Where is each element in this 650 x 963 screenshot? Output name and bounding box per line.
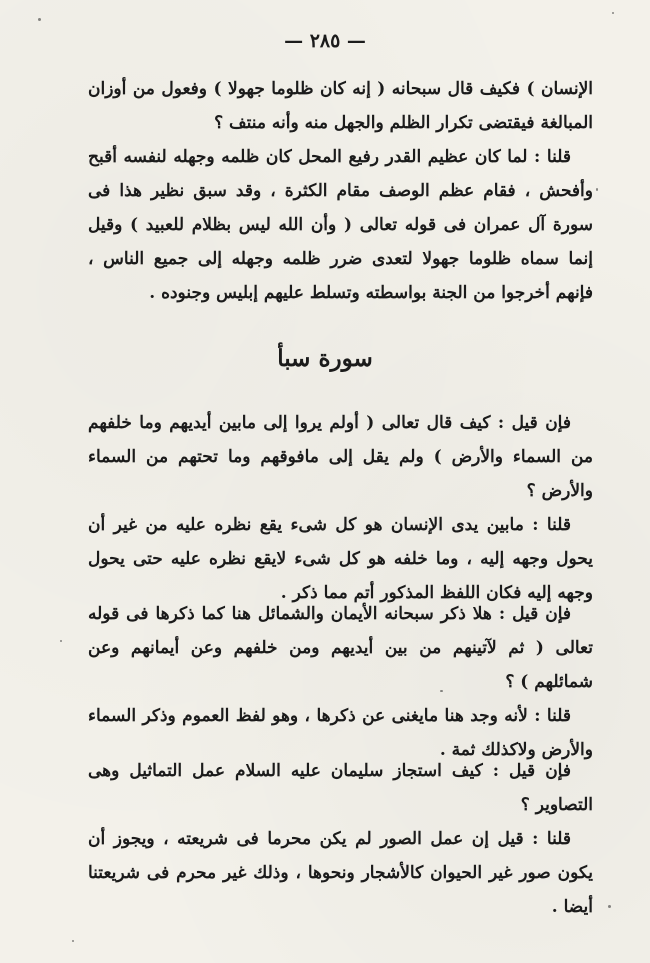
question-paragraph: فإن قيل : هلا ذكر سبحانه الأيمان والشمائل هنا كما ذكرها فى قوله تعالى ( ثم لآتينهم من بين أيديهم ومن خلفهم وعن أيمانهم وعن شمائلهم ) ؟	[88, 604, 593, 692]
scan-speck	[72, 940, 74, 942]
qa-block-1	[88, 406, 593, 610]
paragraph-question-continuation: الإنسان ) فكيف قال سبحانه ( إنه كان ظلوما جهولا ) وفعول من أوزان المبالغة فيقتضى تكرار الظلم والجهل منه وأنه منتف ؟	[88, 79, 593, 133]
scan-speck	[596, 188, 598, 191]
question-paragraph: فإن قيل : كيف استجاز سليمان عليه السلام عمل التماثيل وهى التصاوير ؟	[88, 761, 593, 815]
qa-block-3	[88, 754, 593, 924]
scan-speck	[608, 905, 611, 908]
paragraph-answer: قلنا : لما كان عظيم القدر رفيع المحل كان ظلمه وجهله لنفسه أقبح وأفحش ، فقام عظم الوصف مقام الكثرة ، وقد سبق نظير هذا فى سورة آل عمران فى قوله تعالى ( وأن الله ليس بظلام للعبيد ) وقيل إنما سماه ظلوما جهولا لتعدى ضرر ظلمه وجهله إلى جميع الناس ، فإنهم أخرجوا من الجنة بواسطته وتسلط عليهم إبليس وجنوده .	[88, 147, 593, 303]
question-paragraph: فإن قيل : كيف قال تعالى ( أولم يروا إلى مابين أيديهم وما خلفهم من السماء والأرض ) ولم يقل إلى مافوقهم وما تحتهم من السماء والأرض ؟	[88, 413, 593, 501]
scan-speck	[60, 640, 62, 642]
scan-speck	[612, 12, 614, 14]
answer-paragraph: قلنا : مابين يدى الإنسان هو كل شىء يقع نظره عليه من غير أن يحول وجهه إليه ، وما خلفه هو كل شىء لايقع نظره عليه حتى يحول وجهه إليه فكان اللفظ المذكور أتم مما ذكر .	[88, 515, 593, 603]
answer-paragraph: قلنا : قيل إن عمل الصور لم يكن محرما فى شريعته ، ويجوز أن يكون صور غير الحيوان كالأشجار ونحوها ، وذلك غير محرم فى شريعتنا أيضا .	[88, 829, 593, 917]
surah-title: سورة سبأ	[277, 345, 373, 372]
scan-speck	[440, 690, 443, 692]
qa-block-2	[88, 597, 593, 767]
section-ahzab-end	[88, 72, 593, 310]
answer-paragraph: قلنا : لأنه وجد هنا مايغنى عن ذكرها ، وهو لفظ العموم وذكر السماء والأرض ولاكذلك ثمة .	[88, 706, 593, 760]
scan-speck	[38, 18, 41, 21]
page-number: — ٢٨٥ —	[284, 30, 366, 52]
